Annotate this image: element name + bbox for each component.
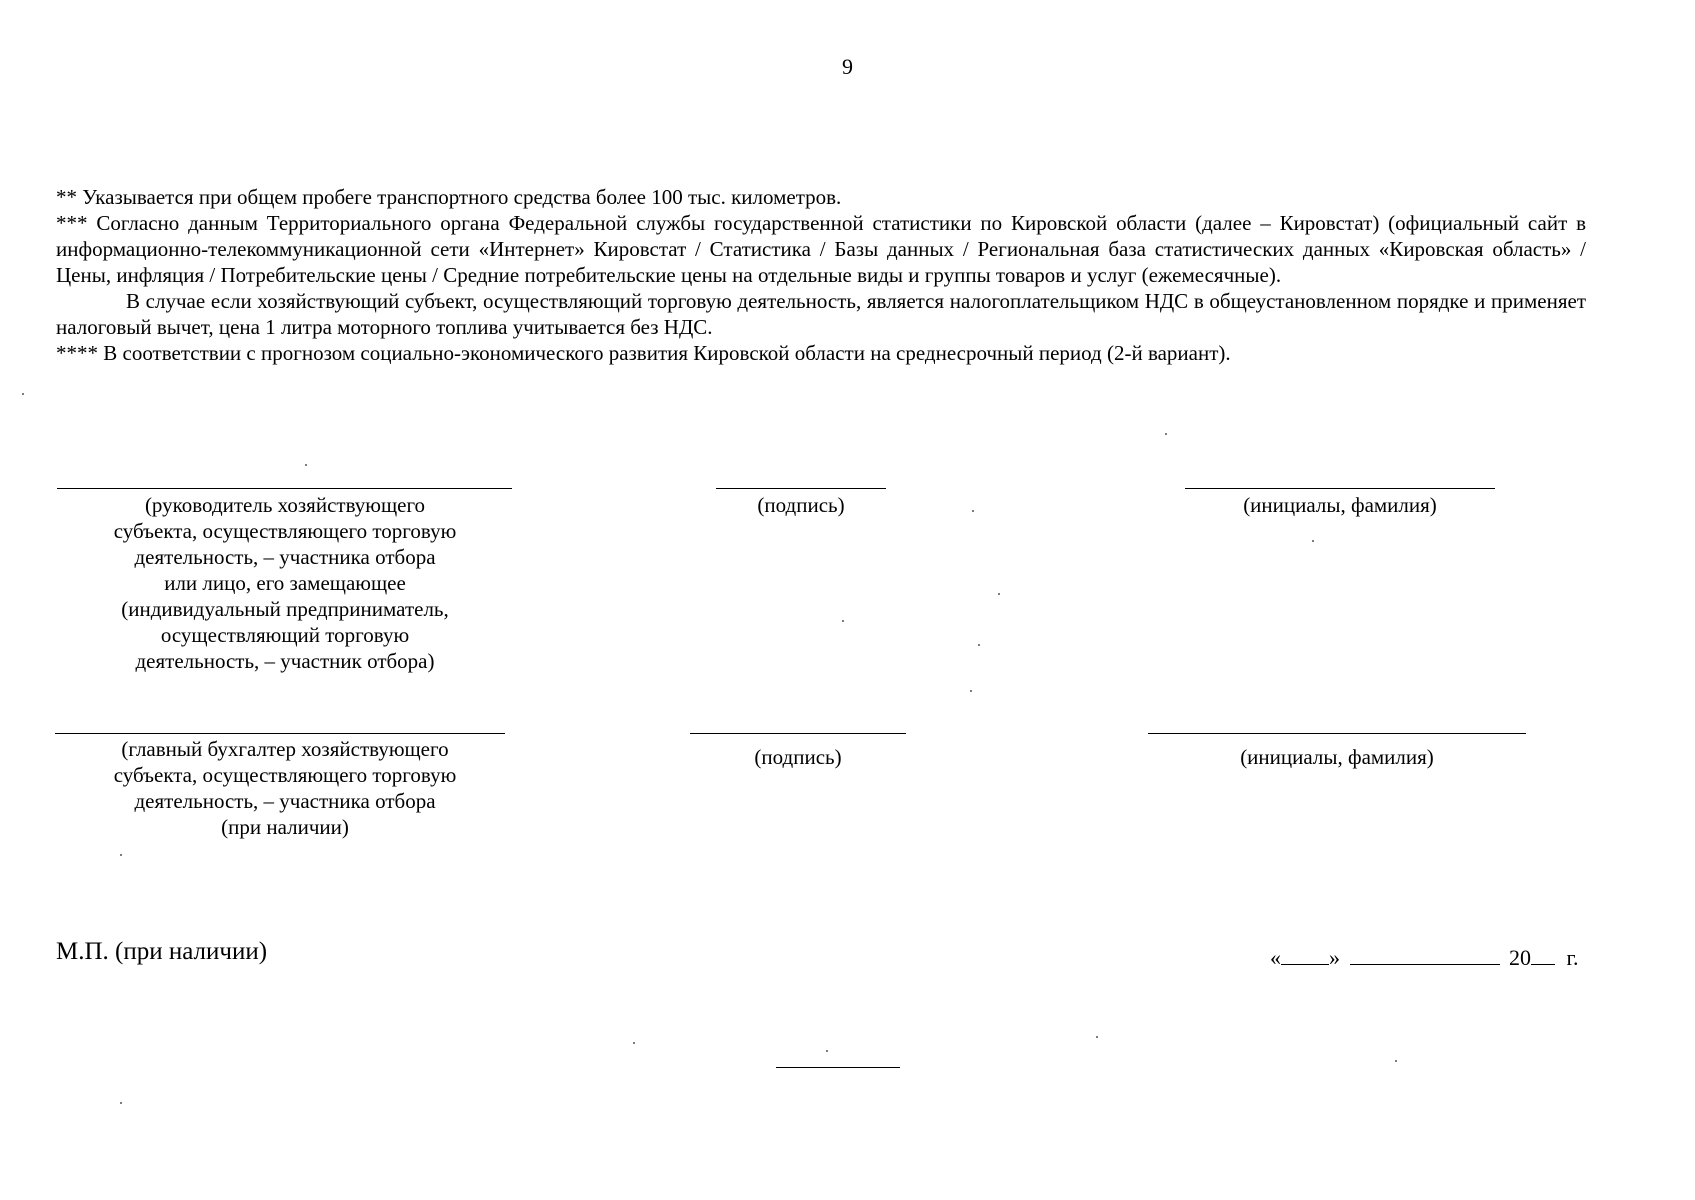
head-role-caption [70,492,500,674]
footnote-vat-note: В случае если хозяйствующий субъект, осуществляющий торговую деятельность, является налогоплательщиком НДС в общеустановленном порядке и применяет налоговый вычет, цена 1 литра моторного топлива учитывается без НДС. [56,289,1586,339]
date-field [1270,944,1579,971]
scan-speck [120,1102,122,1104]
head-role-text: осуществляющий торговую [160,623,410,647]
head-role-text: деятельность, – участник отбора) [135,649,435,673]
end-rule [776,1067,900,1068]
scan-speck [970,690,972,692]
scan-speck [120,854,122,856]
scan-speck [1312,540,1314,542]
head-name-caption: (инициалы, фамилия) [1243,493,1437,517]
head-role-text: (руководитель хозяйствующего [144,493,426,517]
accountant-role-text: (главный бухгалтер хозяйствующего [121,737,449,761]
date-year-suffix: г. [1566,945,1579,970]
scan-speck [998,593,1000,595]
accountant-role-text: (при наличии) [221,815,349,839]
scan-speck [22,393,24,395]
date-day-blank [1281,944,1329,965]
accountant-name-caption: (инициалы, фамилия) [1240,745,1434,769]
scan-speck [1096,1036,1098,1038]
date-year-prefix: 20 [1509,945,1531,970]
date-close-quote: » [1329,945,1340,970]
scan-speck [826,1050,828,1052]
head-name-line [1185,488,1495,489]
scan-speck [842,620,844,622]
head-role-text: (индивидуальный предприниматель, [121,597,449,621]
footnote-mileage: ** Указывается при общем пробеге транспортного средства более 100 тыс. километров. [56,185,842,209]
date-open-quote: « [1270,945,1281,970]
stamp-label: М.П. (при наличии) [56,938,268,965]
accountant-role-text: деятельность, – участника отбора [134,789,436,813]
head-role-text: или лицо, его замещающее [164,571,406,595]
head-signature-caption: (подпись) [757,493,845,517]
head-role-text: деятельность, – участника отбора [134,545,436,569]
scan-speck [972,510,974,512]
page-number: 9 [842,54,853,79]
accountant-role-text: субъекта, осуществляющего торговую [113,763,457,787]
scan-speck [978,644,980,646]
accountant-role-line [55,733,505,734]
head-signature-line [716,488,886,489]
head-role-text: субъекта, осуществляющего торговую [113,519,457,543]
footnotes [56,184,1586,366]
scan-speck [1165,433,1167,435]
date-year-blank [1531,944,1555,965]
footnote-kirovstat: *** Согласно данным Территориального органа Федеральной службы государственной статистики по Кировской области (далее – Кировстат) (официальный сайт в информационно-телекоммуникационной сети «Интернет» Кировстат / Статистика / Базы данных / Региональная база статистических данных «Кировская область» / Цены, инфляция / Потребительские цены / Средние потребительские цены на отдельные виды и группы товаров и услуг (ежемесячные). [56,211,1586,287]
scan-speck [633,1042,635,1044]
scan-speck [1395,1060,1397,1062]
footnote-forecast: **** В соответствии с прогнозом социально-экономического развития Кировской области на среднесрочный период (2-й вариант). [56,341,1231,365]
accountant-signature-caption: (подпись) [754,745,842,769]
accountant-role-caption [70,736,500,840]
accountant-name-line [1148,733,1526,734]
accountant-signature-line [690,733,906,734]
date-month-blank [1350,944,1500,965]
scan-speck [305,464,307,466]
head-role-line [57,488,512,489]
